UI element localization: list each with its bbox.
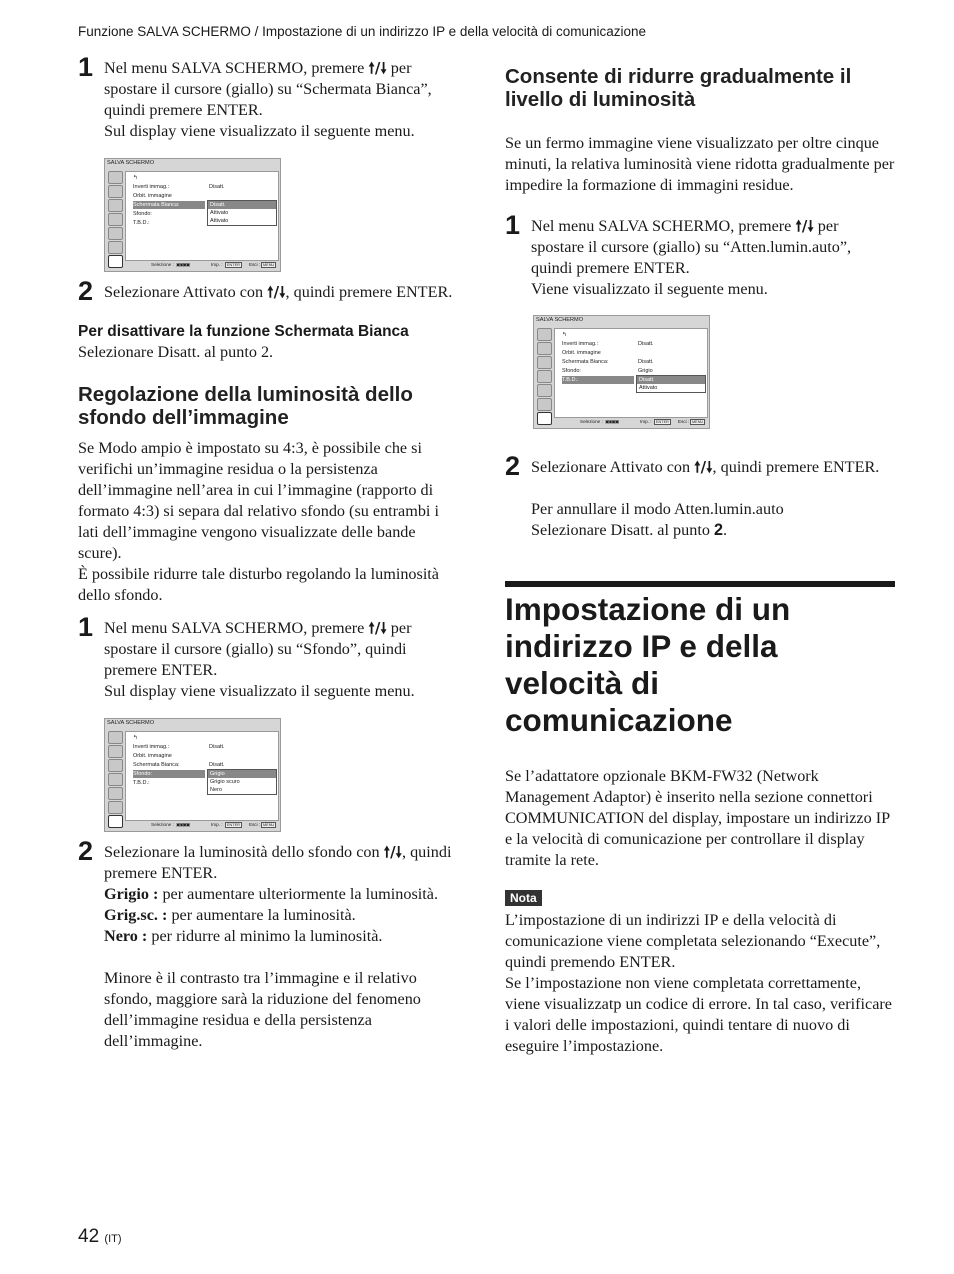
step-text: Nel menu SALVA SCHERMO, premere xyxy=(531,217,796,235)
cancel-heading: Per annullare il modo Atten.lumin.auto xyxy=(531,500,784,518)
step-text: Sul display viene visualizzato il seguente menu. xyxy=(104,122,415,140)
step-text: Nel menu SALVA SCHERMO, premere xyxy=(104,619,369,637)
menu-row: Inverti immag.: Disatt. xyxy=(133,744,225,750)
menu-category-icon xyxy=(537,370,552,383)
menu-dropdown-option: Grigio scuro xyxy=(210,779,240,785)
menu-dropdown-option: Nero xyxy=(210,787,222,793)
step-text: Selezionare Attivato con xyxy=(104,283,268,301)
option-grig-sc: Grig.sc. : per aumentare la luminosità. xyxy=(104,906,356,924)
menu-dropdown-option: Attivato xyxy=(210,210,229,216)
up-down-arrows-icon: 🠕/🠗 xyxy=(795,217,814,235)
step-1-schermata-bianca xyxy=(78,52,463,142)
step-text: Nel menu SALVA SCHERMO, premere xyxy=(104,59,369,77)
disable-heading: Per disattivare la funzione Schermata Bianca xyxy=(78,323,409,340)
step-text: per spostare il cursore (giallo) su “Sfondo”, quindi premere ENTER. xyxy=(104,619,412,679)
menu-category-icon xyxy=(537,342,552,355)
menu-category-icon xyxy=(108,745,123,758)
menu-dropdown-option: Attivato xyxy=(639,385,658,391)
cancel-text: Selezionare Disatt. al punto 2. xyxy=(531,521,728,539)
menu-category-icon xyxy=(108,213,123,226)
menu-title: SALVA SCHERMO xyxy=(107,160,155,166)
running-header: Funzione SALVA SCHERMO / Impostazione di un indirizzo IP e della velocità di comunicazione xyxy=(78,24,647,39)
menu-title: SALVA SCHERMO xyxy=(536,317,584,323)
step-number: 1 xyxy=(78,612,94,642)
menu-category-icon xyxy=(108,185,123,198)
up-down-arrows-icon: 🠕/🠗 xyxy=(267,283,286,301)
nota-text: L’impostazione di un indirizzi IP e della velocità di comunicazione viene completata selezionando “Execute”, quindi premendo ENTER. xyxy=(505,911,881,971)
select-buttons-icon: ▣▣▣▣ xyxy=(176,822,190,827)
menu-footer: Selezione : ▣▣▣▣ Imp. : ENTER Esci : MENU xyxy=(151,262,275,267)
step-text: , quindi premere ENTER. xyxy=(712,458,880,476)
menu-category-icon xyxy=(108,241,123,254)
step-1-atten-lumin xyxy=(505,210,895,300)
menu-category-icon xyxy=(537,356,552,369)
section-heading-atten-lumin: Consente di ridurre gradualmente il livello di luminosità xyxy=(505,65,852,111)
menu-icon-column xyxy=(108,731,123,829)
menu-category-icon xyxy=(108,801,123,814)
nota-badge: Nota xyxy=(505,889,895,907)
chapter-title: Impostazione di un indirizzo IP e della velocità di comunicazione xyxy=(505,581,895,739)
menu-dropdown-option: Disatt. xyxy=(208,201,276,209)
step-text: Selezionare Attivato con xyxy=(531,458,695,476)
step-number: 1 xyxy=(505,210,521,240)
menu-row: Sfondo: xyxy=(133,770,205,778)
menu-screenshot-1 xyxy=(104,158,463,272)
menu-row: T.B.D.: xyxy=(133,220,150,226)
menu-category-icon xyxy=(108,731,123,744)
menu-row: Orbit. immagine xyxy=(133,753,172,759)
menu-row: Schermata Bianca: Disatt. xyxy=(562,359,654,365)
menu-category-icon xyxy=(537,398,552,411)
step-text: Sul display viene visualizzato il seguente menu. xyxy=(104,682,415,700)
menu-screenshot-2 xyxy=(104,718,463,832)
menu-category-icon xyxy=(537,328,552,341)
step-2-atten-lumin xyxy=(505,451,895,541)
step-text: per spostare il cursore (giallo) su “Schermata Bianca”, quindi premere ENTER. xyxy=(104,59,432,119)
section-heading-sfondo: Regolazione della luminosità dello sfondo dell’immagine xyxy=(78,383,413,429)
salva-schermo-menu xyxy=(104,158,281,272)
menu-back-icon: ↰ xyxy=(562,332,567,338)
step-text: , quindi premere ENTER. xyxy=(104,843,452,882)
menu-icon-column xyxy=(108,171,123,269)
menu-category-icon xyxy=(108,171,123,184)
menu-row: T.B.D.: xyxy=(133,780,150,786)
left-column xyxy=(78,52,463,1052)
up-down-arrows-icon: 🠕/🠗 xyxy=(383,843,402,861)
menu-category-icon xyxy=(108,227,123,240)
select-buttons-icon: ▣▣▣▣ xyxy=(176,262,190,267)
menu-back-icon: ↰ xyxy=(133,735,138,741)
menu-row: Schermata Bianca: Disatt. xyxy=(133,762,225,768)
menu-panel xyxy=(125,731,279,821)
menu-dropdown-option: Grigio xyxy=(208,770,276,778)
step-text: , quindi premere ENTER. xyxy=(285,283,453,301)
menu-row: Sfondo: Grigio xyxy=(562,368,653,374)
menu-category-icon xyxy=(108,787,123,800)
menu-category-icon xyxy=(108,199,123,212)
menu-dropdown-option: Disatt. xyxy=(637,376,705,384)
step-number: 2 xyxy=(505,451,521,481)
right-column xyxy=(505,58,895,1057)
disable-text: Selezionare Disatt. al punto 2. xyxy=(78,343,274,361)
menu-row: Inverti immag.: Disatt. xyxy=(133,184,225,190)
section-intro: È possibile ridurre tale disturbo regolando la luminosità dello sfondo. xyxy=(78,565,439,604)
step-number: 1 xyxy=(78,52,94,82)
menu-row: Schermata Bianca: xyxy=(133,201,205,209)
menu-screenshot-3 xyxy=(533,315,895,429)
select-buttons-icon: ▣▣▣▣ xyxy=(605,419,619,424)
up-down-arrows-icon: 🠕/🠗 xyxy=(368,59,387,77)
menu-dropdown xyxy=(207,769,277,795)
menu-title: SALVA SCHERMO xyxy=(107,720,155,726)
step-text: per spostare il cursore (giallo) su “Atten.lumin.auto”, quindi premere ENTER. xyxy=(531,217,852,277)
step-number: 2 xyxy=(78,276,94,306)
step-number: 2 xyxy=(78,836,94,866)
menu-row: Orbit. immagine xyxy=(133,193,172,199)
menu-back-icon: ↰ xyxy=(133,175,138,181)
menu-row: Orbit. immagine xyxy=(562,350,601,356)
menu-icon-column xyxy=(537,328,552,426)
menu-row: T.B.D.: xyxy=(562,376,634,384)
step-text: Selezionare la luminosità dello sfondo con xyxy=(104,843,384,861)
menu-dropdown xyxy=(207,200,277,226)
up-down-arrows-icon: 🠕/🠗 xyxy=(694,458,713,476)
menu-row: Sfondo: xyxy=(133,211,152,217)
menu-panel xyxy=(125,171,279,261)
chapter-body: Se l’adattatore opzionale BKM-FW32 (Network Management Adaptor) è inserito nella sezione connettori COMMUNICATION del display, impostare un indirizzo IP e la velocità di comunicazione per controllare il display tramite la rete. xyxy=(505,767,890,869)
menu-category-icon xyxy=(108,759,123,772)
section-intro: Se Modo ampio è impostato su 4:3, è possibile che si verifichi un’immagine residua o la persistenza dell’immagine nell’area in cui l’immagine (rapporto di formato 4:3) si separa dal relativo sfondo (su entrambi i lati dell’immagine vengono visualizzate delle bande scure). xyxy=(78,439,439,562)
menu-panel xyxy=(554,328,708,418)
step-text: Viene visualizzato il seguente menu. xyxy=(531,280,768,298)
salva-schermo-menu xyxy=(104,718,281,832)
menu-dropdown xyxy=(636,375,706,393)
menu-row: Inverti immag.: Disatt. xyxy=(562,341,654,347)
menu-dropdown-option: Attivato xyxy=(210,218,229,224)
contrast-note: Minore è il contrasto tra l’immagine e il relativo sfondo, maggiore sarà la riduzione del fenomeno dell’immagine residua e della persistenza dell’immagine. xyxy=(104,969,421,1050)
salva-schermo-menu xyxy=(533,315,710,429)
option-nero: Nero : per ridurre al minimo la luminosità. xyxy=(104,927,383,945)
option-grigio: Grigio : per aumentare ulteriormente la luminosità. xyxy=(104,885,438,903)
page-number: 42 (IT) xyxy=(78,1226,122,1247)
section-intro: Se un fermo immagine viene visualizzato per oltre cinque minuti, la relativa luminosità viene ridotta gradualmente per impedire la formazione di immagini residue. xyxy=(505,134,895,194)
menu-footer: Selezione : ▣▣▣▣ Imp. : ENTER Esci : MENU xyxy=(580,419,704,424)
step-1-sfondo xyxy=(78,612,463,702)
menu-category-icon xyxy=(537,384,552,397)
nota-text: Se l’impostazione non viene completata correttamente, viene visualizzatp un codice di errore. In tal caso, verificare i valori delle impostazioni, quindi tentare di nuovo di eseguire l’impostazione. xyxy=(505,974,892,1055)
menu-footer: Selezione : ▣▣▣▣ Imp. : ENTER Esci : MENU xyxy=(151,822,275,827)
step-2-attivato xyxy=(78,276,463,306)
up-down-arrows-icon: 🠕/🠗 xyxy=(368,619,387,637)
menu-category-icon xyxy=(108,773,123,786)
step-2-luminosita xyxy=(78,836,463,1052)
